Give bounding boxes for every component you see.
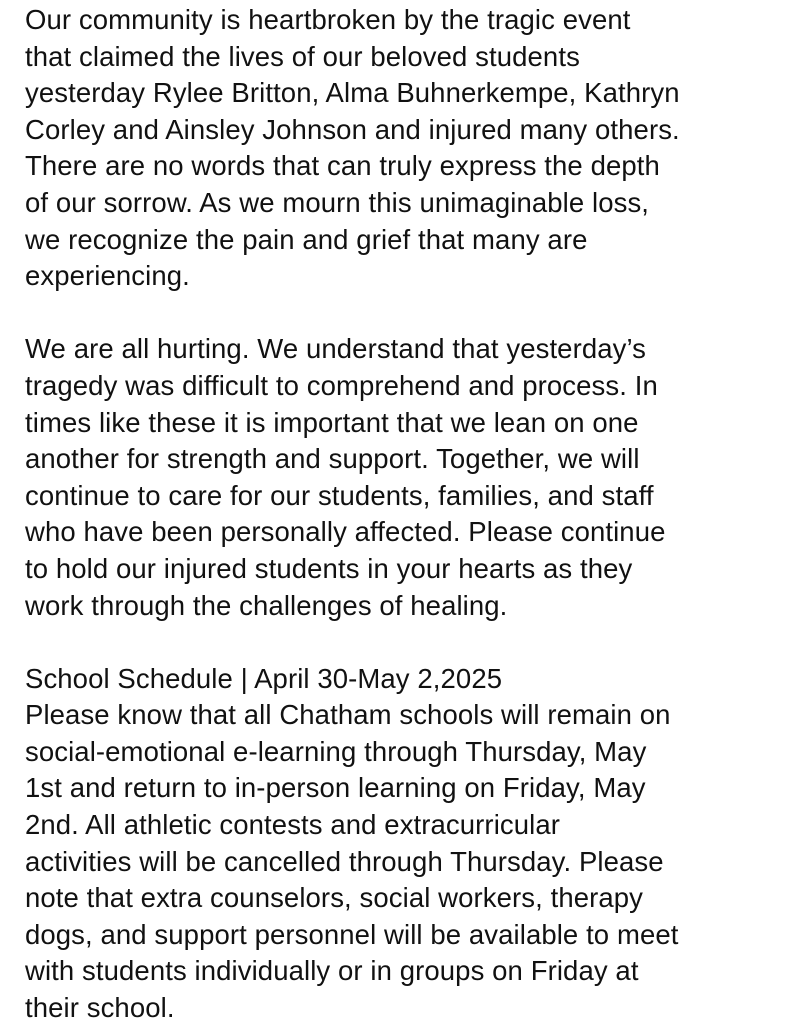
text-line: Our community is heartbroken by the tragic event (25, 4, 631, 35)
text-line: of our sorrow. As we mourn this unimaginable loss, (25, 186, 650, 218)
text-line: yesterday Rylee Britton, Alma Buhnerkempe, Kathryn (25, 77, 680, 109)
text-line: with students individually or in groups on Friday at (25, 955, 639, 987)
text-line: There are no words that can truly express the depth (25, 150, 660, 182)
text-line: Please know that all Chatham schools will remain on (25, 699, 671, 731)
text-line: times like these it is important that we lean on one (25, 406, 639, 438)
text-line: Corley and Ainsley Johnson and injured many others. (25, 113, 680, 145)
text-line: that claimed the lives of our beloved students (25, 40, 580, 72)
text-line: to hold our injured students in your hearts as they (25, 552, 633, 584)
text-line: another for strength and support. Together, we will (25, 443, 640, 475)
text-line: experiencing. (25, 260, 190, 292)
text-line: note that extra counselors, social workers, therapy (25, 882, 644, 914)
text-line: their school. (25, 992, 175, 1024)
text-line: who have been personally affected. Please continue (25, 516, 666, 548)
text-line: continue to care for our students, families, and staff (25, 479, 654, 511)
text-line: tragedy was difficult to comprehend and process. In (25, 369, 658, 401)
text-line: work through the challenges of healing. (25, 589, 508, 621)
paragraph-gap (25, 295, 785, 332)
paragraph-support (25, 331, 785, 624)
paragraph-condolences (25, 2, 785, 295)
text-line: dogs, and support personnel will be available to meet (25, 918, 679, 950)
paragraph-schedule (25, 661, 785, 1027)
text-line: activities will be cancelled through Thursday. Please (25, 845, 664, 877)
schedule-heading: School Schedule | April 30-May 2,2025 (25, 662, 503, 694)
text-line: 2nd. All athletic contests and extracurricular (25, 809, 561, 841)
text-line: 1st and return to in-person learning on Friday, May (25, 772, 646, 804)
post-body (25, 2, 785, 1027)
text-line: We are all hurting. We understand that yesterday’s (25, 333, 647, 365)
paragraph-gap (25, 624, 785, 661)
text-line: we recognize the pain and grief that many are (25, 223, 588, 255)
text-line: social-emotional e-learning through Thursday, May (25, 735, 647, 767)
